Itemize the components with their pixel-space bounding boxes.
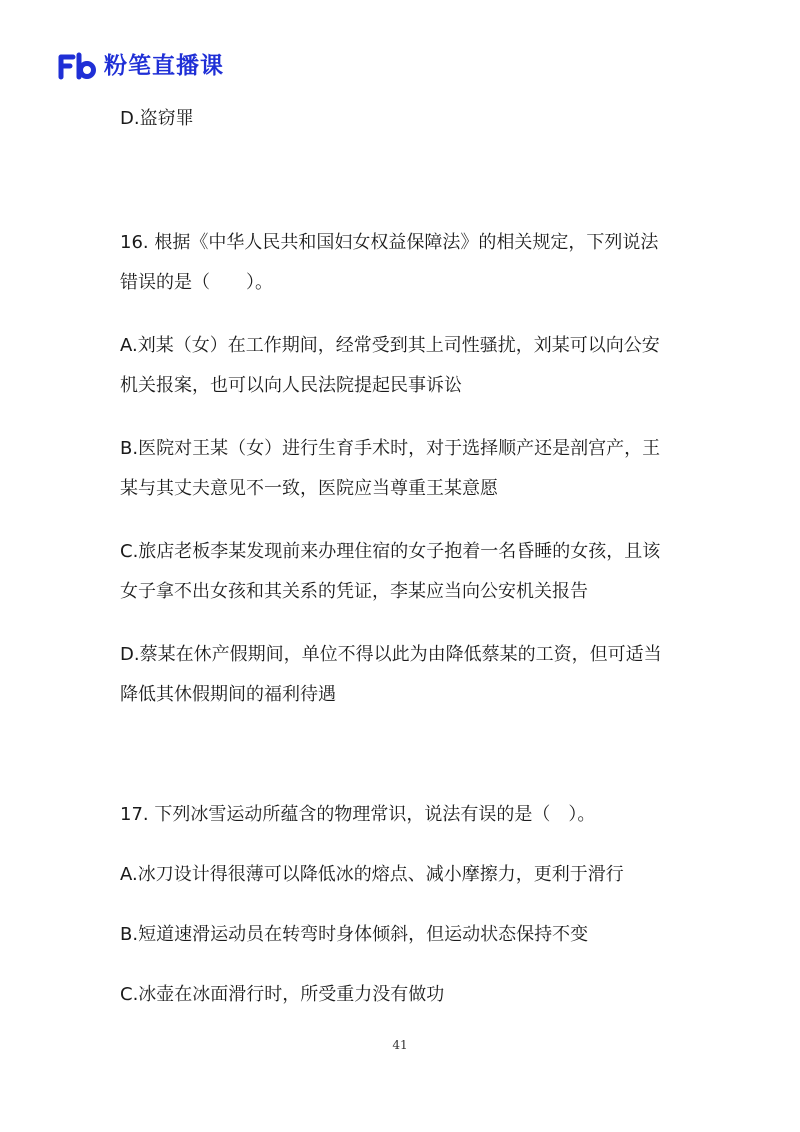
question-17-stem: 17. 下列冰雪运动所蕴含的物理常识，说法有误的是（ ）。 xyxy=(120,804,596,825)
header xyxy=(58,52,224,80)
option-b: 某与其丈夫意见不一致，医院应当尊重王某意愿 xyxy=(120,478,498,499)
option-d: 降低其休假期间的福利待遇 xyxy=(120,684,336,705)
page-number: 41 xyxy=(392,1038,408,1052)
option-b: B.医院对王某（女）进行生育手术时，对于选择顺产还是剖宫产，王 xyxy=(120,438,661,459)
question-16-stem: 16. 根据《中华人民共和国妇女权益保障法》的相关规定，下列说法 xyxy=(120,232,659,253)
option-a: 机关报案，也可以向人民法院提起民事诉讼 xyxy=(120,375,462,396)
option-c: C.旅店老板李某发现前来办理住宿的女子抱着一名昏睡的女孩，且该 xyxy=(120,541,661,562)
fenbi-logo-icon xyxy=(58,52,98,80)
question-16-stem: 错误的是（ ）。 xyxy=(120,272,273,293)
text-line: D.盗窃罪 xyxy=(120,108,194,129)
option-a: A.刘某（女）在工作期间，经常受到其上司性骚扰，刘某可以向公安 xyxy=(120,335,660,356)
option-d: D.蔡某在休产假期间，单位不得以此为由降低蔡某的工资，但可适当 xyxy=(120,644,662,665)
option-b: B.短道速滑运动员在转弯时身体倾斜，但运动状态保持不变 xyxy=(120,924,589,945)
option-c: 女子拿不出女孩和其关系的凭证，李某应当向公安机关报告 xyxy=(120,581,588,602)
option-c: C.冰壶在冰面滑行时，所受重力没有做功 xyxy=(120,984,445,1005)
brand-name: 粉笔直播课 xyxy=(104,53,224,79)
option-a: A.冰刀设计得很薄可以降低冰的熔点、减小摩擦力，更利于滑行 xyxy=(120,864,624,885)
